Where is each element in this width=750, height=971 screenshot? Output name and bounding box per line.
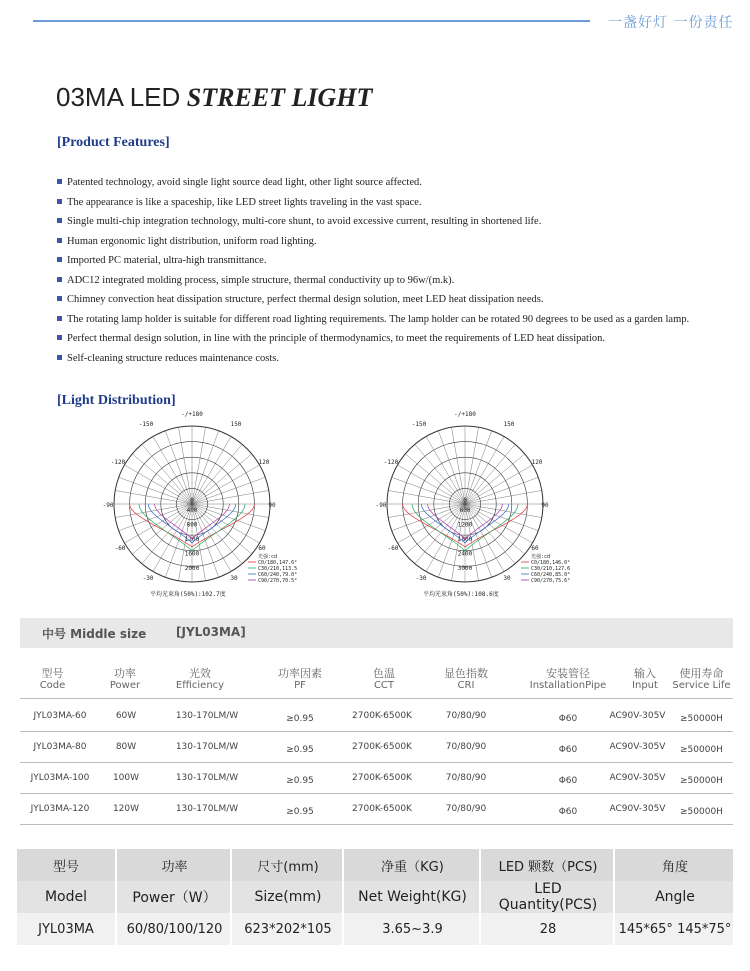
- radial-label: 2000: [184, 565, 200, 572]
- table-row: [20, 762, 733, 794]
- radial-label: 600: [459, 507, 471, 514]
- feature-text: Perfect thermal design solution, in line with the principle of thermodynamics, to meet the requirements of LED heat dissipation.: [67, 333, 605, 344]
- spec-header-0: [20, 668, 85, 692]
- brand-slogan: 一盏好灯 一份责任: [608, 15, 734, 31]
- table-cell: Φ60: [558, 714, 578, 724]
- header-cn: 显色指数: [444, 667, 488, 680]
- header-cn: 功率因素: [278, 667, 322, 680]
- chart-footer: 平均光束角(50%):102.7度: [150, 591, 226, 598]
- size-cell: 尺寸(mm): [234, 849, 344, 881]
- page-title: [56, 82, 372, 113]
- size-cell: 型号: [17, 849, 117, 881]
- bullet-icon: [57, 296, 62, 301]
- size-label: 中号 Middle size: [42, 627, 147, 641]
- table-cell: 60W: [115, 711, 137, 721]
- table-cell: JYL03MA-100: [30, 773, 90, 783]
- legend-item: C30/210,127.6: [531, 566, 571, 572]
- table-cell: 70/80/90: [445, 711, 487, 721]
- table-cell: ≥50000H: [680, 807, 723, 817]
- bullet-icon: [57, 277, 62, 282]
- angle-label: 150: [230, 421, 242, 428]
- legend-item: C90/270,75.6°: [531, 578, 571, 584]
- table-cell: JYL03MA-60: [33, 711, 87, 721]
- radial-label: 1200: [457, 521, 473, 529]
- angle-label: -60: [387, 545, 399, 552]
- angle-label: -30: [142, 575, 154, 582]
- radial-label: 2400: [457, 550, 473, 558]
- angle-label: -120: [383, 459, 399, 466]
- chart-footer: 平均光束角(50%):108.6度: [423, 591, 499, 598]
- angle-label: -/+180: [454, 411, 476, 418]
- header-cn: 使用寿命: [679, 667, 724, 680]
- table-cell: Φ60: [558, 776, 578, 786]
- table-cell: JYL03MA-120: [30, 804, 90, 814]
- table-cell: Φ60: [558, 807, 578, 817]
- angle-label: 30: [503, 575, 511, 582]
- spec-header-2: [150, 668, 250, 692]
- angle-label: 120: [258, 459, 270, 466]
- radial-label: 1200: [184, 536, 200, 543]
- feature-text: Chimney convection heat dissipation structure, perfect thermal design solution, meet LED heat dissipation needs.: [67, 294, 544, 305]
- table-cell: AC90V-305V: [609, 804, 666, 814]
- spec-header-3: [250, 668, 350, 692]
- title-product: STREET LIGHT: [186, 83, 373, 112]
- table-cell: AC90V-305V: [609, 711, 666, 721]
- header-cn: 型号: [41, 667, 64, 680]
- table-cell: Φ60: [558, 745, 578, 755]
- header-en: Efficiency: [175, 680, 225, 691]
- table-cell: ≥50000H: [680, 714, 723, 724]
- header-cn: 输入: [634, 667, 656, 680]
- table-cell: 80W: [115, 742, 137, 752]
- table-cell: 2700K-6500K: [352, 773, 412, 783]
- title-model: 03MA LED: [56, 82, 181, 112]
- header-cn: 安装管径: [546, 667, 590, 680]
- size-table-value-row: [17, 913, 735, 945]
- table-cell: 70/80/90: [445, 742, 487, 752]
- table-cell: ≥50000H: [680, 745, 723, 755]
- table-cell: ≥0.95: [286, 807, 314, 817]
- bullet-icon: [57, 316, 62, 321]
- feature-text: ADC12 integrated molding process, simple structure, thermal conductivity up to 96w/(m.k).: [67, 274, 455, 286]
- size-cell: 3.65~3.9: [346, 913, 481, 945]
- angle-label: -90: [102, 502, 114, 509]
- angle-label: 0: [463, 497, 467, 504]
- table-cell: 70/80/90: [445, 804, 487, 814]
- angle-label: 60: [258, 545, 266, 552]
- table-cell: 2700K-6500K: [352, 742, 412, 752]
- polar-chart-2: [373, 411, 573, 603]
- table-cell: 100W: [112, 773, 140, 783]
- angle-label: 90: [268, 502, 276, 509]
- distribution-heading: [Light Distribution]: [57, 393, 176, 408]
- angle-label: 60: [531, 545, 539, 552]
- size-banner: [20, 618, 733, 648]
- table-cell: 130-170LM/W: [175, 804, 239, 814]
- table-cell: ≥0.95: [286, 714, 314, 724]
- angle-label: -30: [415, 575, 427, 582]
- table-cell: 70/80/90: [445, 773, 487, 783]
- legend-item: C30/210,113.5: [258, 566, 298, 572]
- table-cell: ≥0.95: [286, 745, 314, 755]
- polar-chart-1: [100, 411, 300, 603]
- feature-item: [57, 173, 747, 193]
- feature-item: [57, 290, 747, 310]
- table-cell: 2700K-6500K: [352, 711, 412, 721]
- header-en: PF: [294, 680, 306, 691]
- table-cell: 130-170LM/W: [175, 773, 239, 783]
- legend-item: C60/240,85.0°: [531, 572, 571, 578]
- radial-label: 1600: [184, 550, 200, 558]
- header-en: InstallationPipe: [529, 680, 607, 691]
- table-cell: AC90V-305V: [609, 773, 666, 783]
- header-en: Code: [39, 680, 66, 691]
- angle-label: 150: [503, 421, 515, 428]
- feature-item: [57, 329, 747, 349]
- radial-label: 400: [186, 507, 198, 514]
- bullet-icon: [57, 238, 62, 243]
- table-cell: 120W: [112, 804, 140, 814]
- header-en: CCT: [373, 680, 395, 691]
- bullet-icon: [57, 355, 62, 360]
- size-cell: JYL03MA: [17, 913, 117, 945]
- size-cell: 净重（KG): [346, 849, 481, 881]
- feature-item: [57, 271, 747, 291]
- size-table-cn-row: [17, 849, 735, 881]
- table-cell: AC90V-305V: [609, 742, 666, 752]
- header-cn: 光效: [189, 667, 211, 680]
- size-cell: 145*65° 145*75°: [617, 913, 735, 945]
- size-cell: 功率: [119, 849, 232, 881]
- header-en: Power: [109, 680, 141, 691]
- size-cell: Net Weight(KG): [346, 881, 481, 913]
- feature-item: [57, 349, 747, 369]
- size-cell: 28: [483, 913, 615, 945]
- feature-item: [57, 310, 747, 330]
- legend-title: 光强:cd: [531, 554, 551, 560]
- header-divider: [33, 20, 590, 22]
- size-table: [17, 849, 735, 945]
- feature-text: Patented technology, avoid single light source dead light, other light source affected.: [67, 177, 422, 188]
- model-label: [JYL03MA]: [176, 625, 246, 639]
- table-row: [20, 793, 733, 825]
- bullet-icon: [57, 218, 62, 223]
- size-cell: 角度: [617, 849, 735, 881]
- angle-label: 30: [230, 575, 238, 582]
- legend-title: 光强:cd: [258, 554, 278, 560]
- spec-header-5: [420, 668, 512, 692]
- feature-text: Imported PC material, ultra-high transmittance.: [67, 255, 267, 266]
- table-row: [20, 700, 733, 732]
- radial-label: 1800: [457, 536, 473, 543]
- spec-header-8: [670, 668, 733, 692]
- size-table-en-row: [17, 881, 735, 913]
- table-cell: 2700K-6500K: [352, 804, 412, 814]
- size-cell: 60/80/100/120: [119, 913, 232, 945]
- size-cell: Size(mm): [234, 881, 344, 913]
- legend-item: C0/180,146.0°: [531, 560, 571, 566]
- angle-label: -60: [114, 545, 126, 552]
- bullet-icon: [57, 335, 62, 340]
- angle-label: -90: [375, 502, 387, 509]
- header-en: Service Life: [672, 680, 731, 691]
- spec-header-4: [336, 668, 432, 692]
- angle-label: -150: [411, 421, 427, 428]
- table-row: [20, 731, 733, 763]
- feature-text: Human ergonomic light distribution, uniform road lighting.: [67, 235, 317, 247]
- table-cell: ≥50000H: [680, 776, 723, 786]
- bullet-icon: [57, 179, 62, 184]
- radial-label: 800: [186, 521, 198, 529]
- feature-text: The appearance is like a spaceship, like LED street lights traveling in the vast space.: [67, 196, 422, 208]
- size-cell: LED 颗数（PCS): [483, 849, 615, 881]
- bullet-icon: [57, 199, 62, 204]
- angle-label: -120: [110, 459, 126, 466]
- angle-label: -150: [138, 421, 154, 428]
- size-cell: 623*202*105: [234, 913, 344, 945]
- spec-table-header: [20, 660, 733, 699]
- table-cell: JYL03MA-80: [33, 742, 87, 752]
- legend-item: C90/270,70.5°: [258, 578, 298, 584]
- table-cell: 130-170LM/W: [175, 742, 239, 752]
- feature-text: Self-cleaning structure reduces maintenance costs.: [67, 352, 279, 364]
- feature-item: [57, 212, 747, 232]
- angle-label: 90: [541, 502, 549, 509]
- size-cell: Power（W）: [119, 881, 232, 913]
- size-cell: Model: [17, 881, 117, 913]
- angle-label: -/+180: [181, 411, 203, 418]
- legend-item: C60/240,79.0°: [258, 572, 298, 578]
- header-en: CRI: [457, 680, 475, 691]
- feature-item: [57, 251, 747, 271]
- header-cn: 功率: [114, 667, 136, 680]
- feature-text: The rotating lamp holder is suitable for different road lighting requirements. The lamp holder can be rotated 90 degrees to be used as a garden lamp.: [67, 313, 690, 325]
- bullet-icon: [57, 257, 62, 262]
- angle-label: 0: [190, 497, 194, 504]
- angle-label: 120: [531, 459, 543, 466]
- feature-item: [57, 193, 747, 213]
- header-en: Input: [632, 680, 658, 691]
- table-cell: 130-170LM/W: [175, 711, 239, 721]
- legend-item: C0/180,147.6°: [258, 560, 298, 566]
- feature-text: Single multi-chip integration technology, multi-core shunt, to avoid excessive current, resulting in shortened life.: [67, 216, 542, 227]
- features-heading: [Product Features]: [57, 135, 170, 150]
- table-cell: ≥0.95: [286, 776, 314, 786]
- features-list: [57, 173, 747, 368]
- radial-label: 3000: [457, 565, 473, 572]
- header-cn: 色温: [373, 667, 395, 680]
- feature-item: [57, 232, 747, 252]
- size-cell: LED Quantity(PCS): [483, 881, 615, 913]
- size-cell: Angle: [617, 881, 735, 913]
